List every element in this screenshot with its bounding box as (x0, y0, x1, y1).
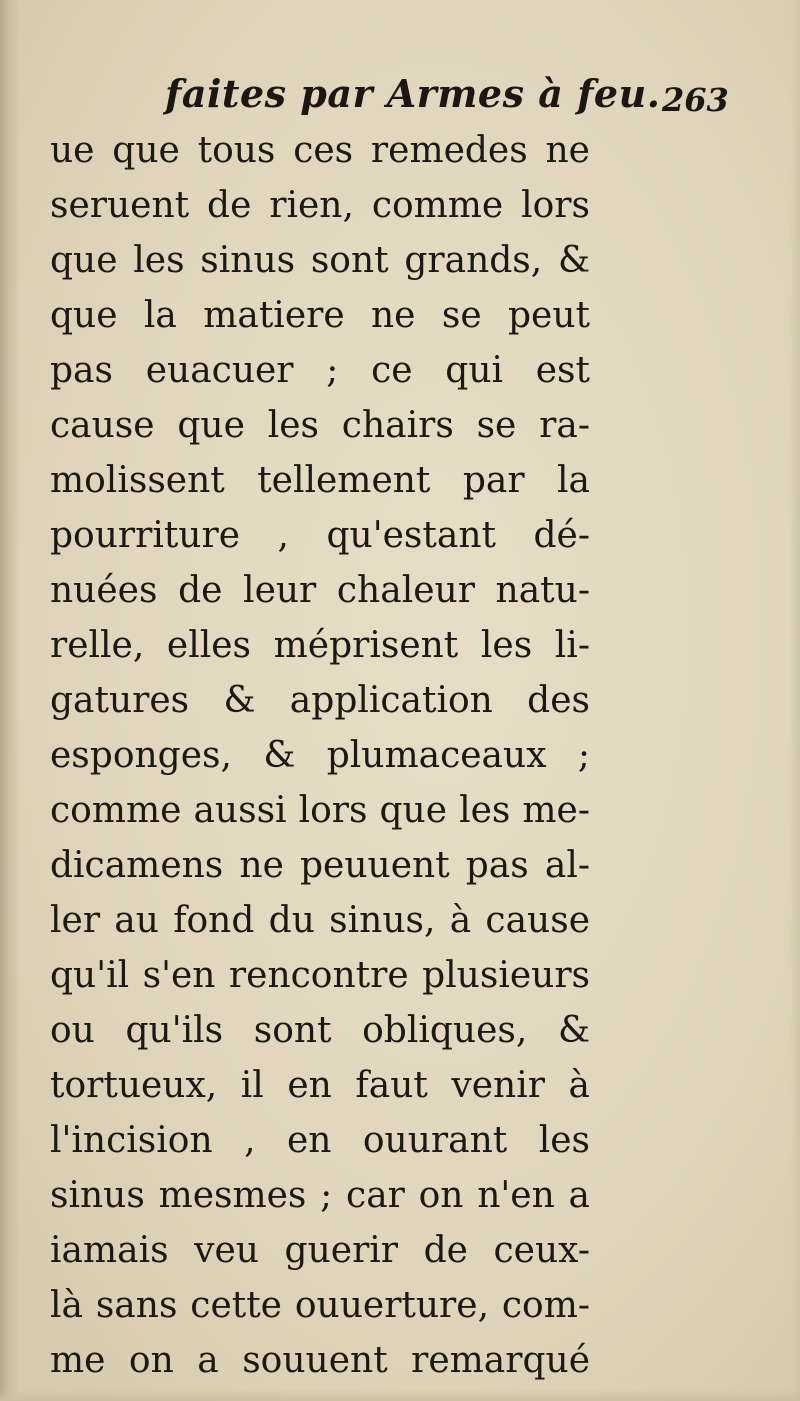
page-header (165, 70, 661, 120)
text-line: sinus mesmes ; car on n'en a (50, 1175, 590, 1216)
text-line: comme aussi lors que les me- (50, 790, 590, 831)
text-line: me on a souuent remarqué (50, 1340, 590, 1381)
text-line: là sans cette ouuerture, com- (50, 1285, 590, 1326)
text-line: l'incision , en ouurant les (50, 1120, 590, 1161)
text-line: qu'il s'en rencontre plusieurs (50, 955, 590, 996)
text-line: iamais veu guerir de ceux- (50, 1230, 590, 1271)
text-line: relle, elles méprisent les li- (50, 625, 590, 666)
page-edge-bottom (0, 1389, 800, 1401)
text-line: que les sinus sont grands, & (50, 240, 590, 281)
text-line: gatures & application des (50, 680, 590, 721)
text-line: dicamens ne peuuent pas al- (50, 845, 590, 886)
text-line: ue que tous ces remedes ne (50, 130, 590, 171)
spine-shadow (0, 0, 20, 1401)
text-line: que la matiere ne se peut (50, 295, 590, 336)
text-line: pas euacuer ; ce qui est (50, 350, 590, 391)
text-line: ler au fond du sinus, à cause (50, 900, 590, 941)
text-line: esponges, & plumaceaux ; (50, 735, 590, 776)
page-edge-right (790, 0, 800, 1401)
running-title: faites par Armes à feu. (165, 71, 661, 116)
text-line: nuées de leur chaleur natu- (50, 570, 590, 611)
text-line: molissent tellement par la (50, 460, 590, 501)
text-line: seruent de rien, comme lors (50, 185, 590, 226)
page-number: 263 (662, 81, 729, 119)
text-line: ou qu'ils sont obliques, & (50, 1010, 590, 1051)
text-line: tortueux, il en faut venir à (50, 1065, 590, 1106)
text-line: pourriture , qu'estant dé- (50, 515, 590, 556)
text-line: cause que les chairs se ra- (50, 405, 590, 446)
